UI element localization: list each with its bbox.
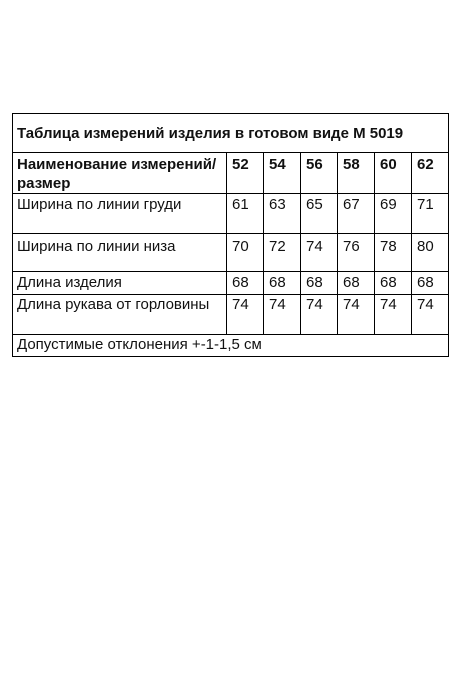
table-row: [13, 295, 449, 335]
row-label: Ширина по линии груди: [13, 194, 227, 234]
table-cell: 71: [412, 194, 449, 234]
table-cell: 76: [338, 234, 375, 272]
table-cell: 74: [301, 234, 338, 272]
table-cell: 68: [301, 272, 338, 295]
table-cell: 68: [412, 272, 449, 295]
table-cell: 74: [264, 295, 301, 335]
table-cell: 70: [227, 234, 264, 272]
row-label: Ширина по линии низа: [13, 234, 227, 272]
table-title-row: [13, 114, 449, 153]
measurement-table: [12, 113, 449, 357]
table-cell: 68: [338, 272, 375, 295]
table-cell: 69: [375, 194, 412, 234]
size-header: 60: [375, 153, 412, 194]
table-cell: 67: [338, 194, 375, 234]
table-cell: 74: [412, 295, 449, 335]
row-label: Длина рукава от горловины: [13, 295, 227, 335]
table-cell: 78: [375, 234, 412, 272]
table-title: Таблица измерений изделия в готовом виде М 5019: [13, 114, 449, 153]
table-cell: 74: [338, 295, 375, 335]
table-cell: 68: [227, 272, 264, 295]
table-row: [13, 272, 449, 295]
tolerance-note: Допустимые отклонения +-1-1,5 см: [13, 335, 449, 357]
size-header: 54: [264, 153, 301, 194]
table-cell: 74: [301, 295, 338, 335]
row-label: Длина изделия: [13, 272, 227, 295]
size-header: 52: [227, 153, 264, 194]
size-header: 58: [338, 153, 375, 194]
table-cell: 63: [264, 194, 301, 234]
table-cell: 65: [301, 194, 338, 234]
table-footnote-row: [13, 335, 449, 357]
table-cell: 61: [227, 194, 264, 234]
table-row: [13, 194, 449, 234]
size-header: 56: [301, 153, 338, 194]
header-label: Наименование измерений/размер: [13, 153, 227, 194]
table-cell: 68: [375, 272, 412, 295]
table-cell: 80: [412, 234, 449, 272]
table-cell: 74: [375, 295, 412, 335]
table-row: [13, 234, 449, 272]
table-cell: 74: [227, 295, 264, 335]
table-cell: 72: [264, 234, 301, 272]
table-cell: 68: [264, 272, 301, 295]
table-header-row: [13, 153, 449, 194]
size-chart: [12, 113, 448, 357]
size-header: 62: [412, 153, 449, 194]
